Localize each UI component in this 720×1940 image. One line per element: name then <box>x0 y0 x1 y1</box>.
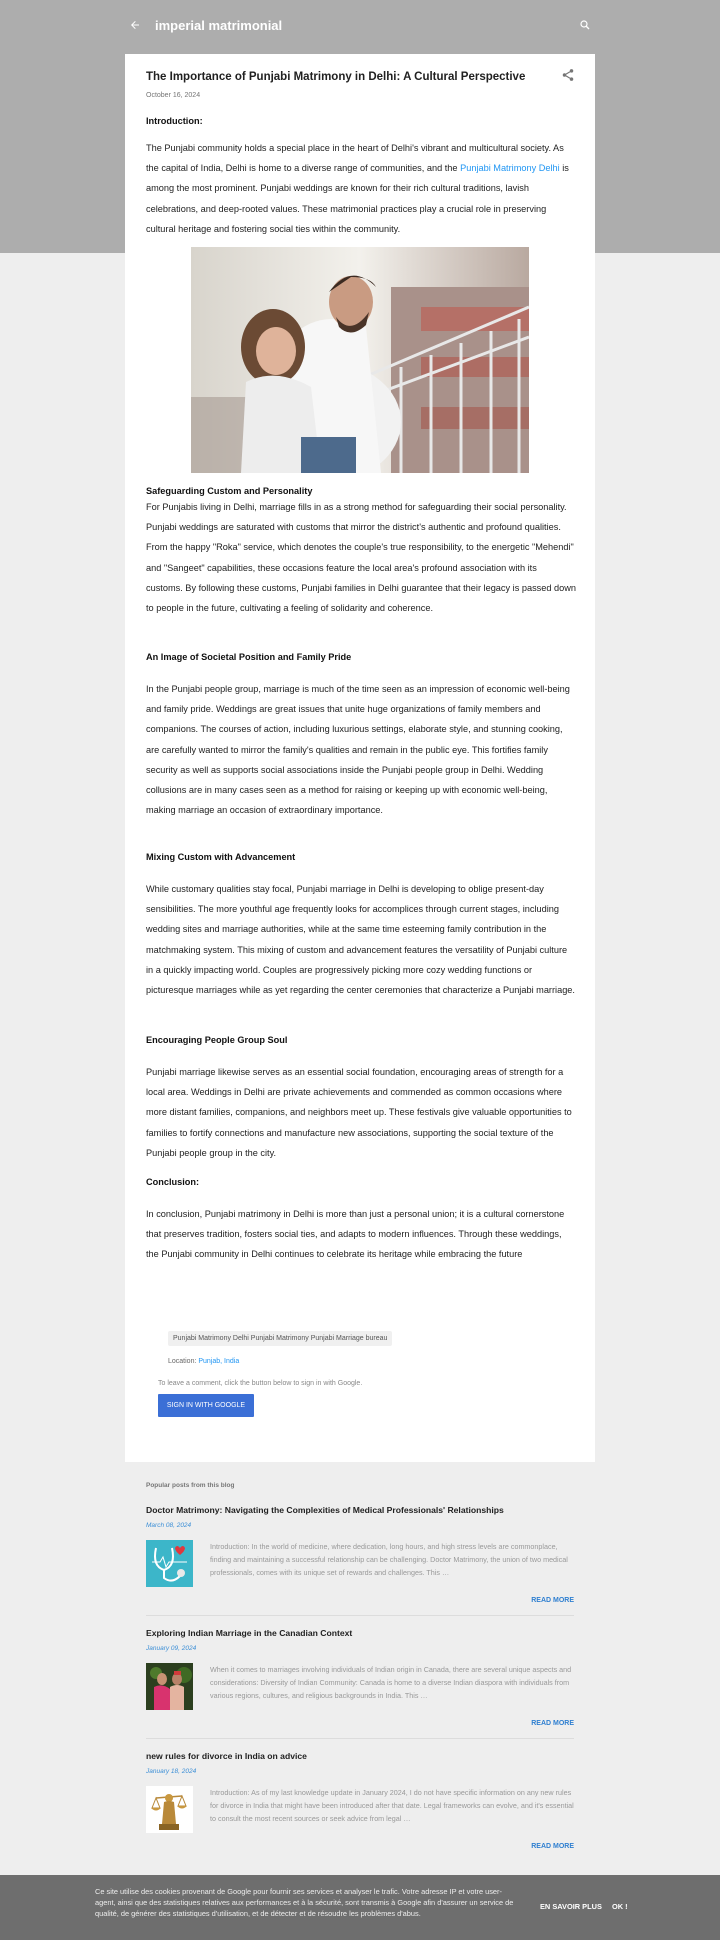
comment-note: To leave a comment, click the button below to sign in with Google. <box>158 1380 363 1387</box>
arrow-left-icon[interactable] <box>125 15 145 35</box>
read-more-link[interactable]: READ MORE <box>531 1597 574 1604</box>
intro-text-end: is among the most prominent. Punjabi weddings are known for their rich cultural traditions, lavish celebrations, and deep-rooted values. These matrimonial practices play a crucial role in preserving cultural heritage and fostering social ties within the community. <box>146 163 569 234</box>
sign-in-with-google-button[interactable]: SIGN IN WITH GOOGLE <box>158 1394 254 1417</box>
intro-text-start: The Punjabi community holds a special place in the heart of Delhi's vibrant and multicultural society. As the capital of India, Delhi is home to a diverse range of communities, and the <box>146 143 564 174</box>
location-label: Location: <box>168 1358 197 1365</box>
conclusion-paragraph: In conclusion, Punjabi matrimony in Delhi is more than just a personal union; it is a cultural cornerstone that preserves tradition, fosters social ties, and adapts to modern influences. Through these weddings, the Punjabi community in Delhi continues to celebrate its heritage while embracing the future <box>146 1209 565 1260</box>
section4-paragraph: Punjabi marriage likewise serves as an essential social foundation, encouraging areas of strength for a local area. Weddings in Delhi are private achievements and commended as common occasions where more distant families, companions, and neighbors meet up. These festivals give valuable opportunities to families to fortify connections and manufacture new associations, supporting the social texture of the Punjabi people group in the city. <box>146 1067 572 1158</box>
popular-post-snippet: Introduction: In the world of medicine, where dedication, long hours, and high stress levels are commonplace, finding and maintaining a successful relationship can be challenging. Doctor Matrimony, the union of two medical professionals, comes with its unique set of rewards and challenges. This … <box>210 1542 568 1577</box>
post-card <box>125 54 595 1462</box>
popular-posts-label: Popular posts from this blog <box>146 1482 235 1489</box>
post-title: The Importance of Punjabi Matrimony in Delhi: A Cultural Perspective <box>146 71 526 83</box>
popular-post-snippet: Introduction: As of my last knowledge update in January 2024, I do not have specific information on any new rules for divorce in India that might have been introduced after that date. Legal frameworks can evolve, and it's essential to consult the most recent sources or seek advice from legal … <box>210 1788 574 1823</box>
post-divider <box>146 1615 574 1616</box>
cookie-ok-button[interactable]: OK ! <box>612 1902 628 1911</box>
post-divider <box>146 1738 574 1739</box>
section3-heading: Mixing Custom with Advancement <box>146 852 296 862</box>
popular-post-date: March 08, 2024 <box>146 1522 192 1529</box>
read-more-link[interactable]: READ MORE <box>531 1720 574 1727</box>
cookie-consent-bar <box>0 1875 720 1940</box>
top-bar <box>125 12 595 38</box>
popular-post-date: January 09, 2024 <box>146 1645 197 1652</box>
section1-paragraph: For Punjabis living in Delhi, marriage fills in as a strong method for safeguarding their social personality. Punjabi weddings are saturated with customs that mirror the district's authentic and profound qualities. From the happy "Roka" service, which denotes the couple's true responsibility, to the energetic "Mehendi" and "Sangeet" capabilities, these occasions feature the local area's profound association with its customs. By following these customs, Punjabi families in Delhi guarantee that their legacy is passed down to people in the future, cultivating a feeling of solidarity and coherence. <box>146 502 576 614</box>
section2-heading: An Image of Societal Position and Family Pride <box>146 652 352 662</box>
cookie-notice-text: Ce site utilise des cookies provenant de Google pour fournir ses services et analyser le trafic. Votre adresse IP et votre user-agent, ainsi que des statistiques relatives aux performances et à la sécurité, sont transmis à Google afin d'assurer un service de qualité, de générer des statistiques d'utilisation, et de détecter et de résoudre les problèmes d'abus. <box>95 1887 514 1918</box>
punjabi-matrimony-delhi-link[interactable]: Punjabi Matrimony Delhi <box>460 163 560 174</box>
justice-statue-thumbnail[interactable] <box>146 1786 193 1833</box>
wedding-couple-thumbnail[interactable] <box>146 1663 193 1710</box>
popular-post-title[interactable]: new rules for divorce in India on advice <box>146 1751 307 1761</box>
location-link[interactable]: Punjab, India <box>198 1358 240 1365</box>
post-labels[interactable]: Punjabi Matrimony Delhi Punjabi Matrimony Punjabi Marriage bureau <box>168 1331 392 1346</box>
popular-post-title[interactable]: Exploring Indian Marriage in the Canadian Context <box>146 1628 353 1638</box>
popular-post[interactable] <box>146 1505 574 1604</box>
intro-heading: Introduction: <box>146 116 203 126</box>
popular-post-snippet: When it comes to marriages involving individuals of Indian origin in Canada, there are several unique aspects and considerations: Diversity of Indian Community: Canada is home to a diverse Indian diaspora with individuals from various regions, cultures, and religious backgrounds in India. This … <box>210 1665 572 1700</box>
popular-post[interactable] <box>146 1751 574 1850</box>
cookie-learn-more-button[interactable]: EN SAVOIR PLUS <box>540 1902 602 1911</box>
post-location <box>168 1354 239 1369</box>
share-icon[interactable] <box>561 68 577 84</box>
post-date: October 16, 2024 <box>146 92 201 99</box>
couple-photo <box>191 247 529 473</box>
popular-post-title[interactable]: Doctor Matrimony: Navigating the Complexities of Medical Professionals' Relationships <box>146 1505 504 1515</box>
site-title[interactable]: imperial matrimonial <box>155 17 283 33</box>
stethoscope-thumbnail[interactable] <box>146 1540 193 1587</box>
section1-heading: Safeguarding Custom and Personality <box>146 486 313 496</box>
read-more-link[interactable]: READ MORE <box>531 1843 574 1850</box>
section4-heading: Encouraging People Group Soul <box>146 1035 288 1045</box>
search-icon[interactable] <box>575 15 595 35</box>
section3-paragraph: While customary qualities stay focal, Punjabi marriage in Delhi is developing to oblige present-day sensibilities. The more youthful age frequently looks for accomplices through current stages, including wedding sites and marriage authorities, while at the same time esteeming family contribution in the matchmaking system. This mixing of custom and advancement features the versatility of Punjabi culture in a quickly impacting world. Couples are progressively picking more cozy wedding functions or picturesque marriages while as yet regarding the center ceremonies that characterize a Punjabi marriage. <box>146 884 575 996</box>
intro-paragraph <box>146 138 576 239</box>
popular-post[interactable] <box>146 1628 574 1727</box>
conclusion-heading: Conclusion: <box>146 1177 200 1187</box>
section2-paragraph: In the Punjabi people group, marriage is much of the time seen as an impression of economic well-being and family pride. Weddings are great issues that unite huge organizations of family members and companions. The courses of action, including luxurious settings, elaborate style, and stunning cooking, are carefully wanted to mirror the family's qualities and remain in the public eye. This fortifies family security as well as supports social associations inside the Punjabi people group in Delhi. Wedding collusions are in many cases seen as a method for raising or keeping up with economic well-being, making marriage an occasion of extraordinary importance. <box>146 684 570 816</box>
popular-post-date: January 18, 2024 <box>146 1768 197 1775</box>
